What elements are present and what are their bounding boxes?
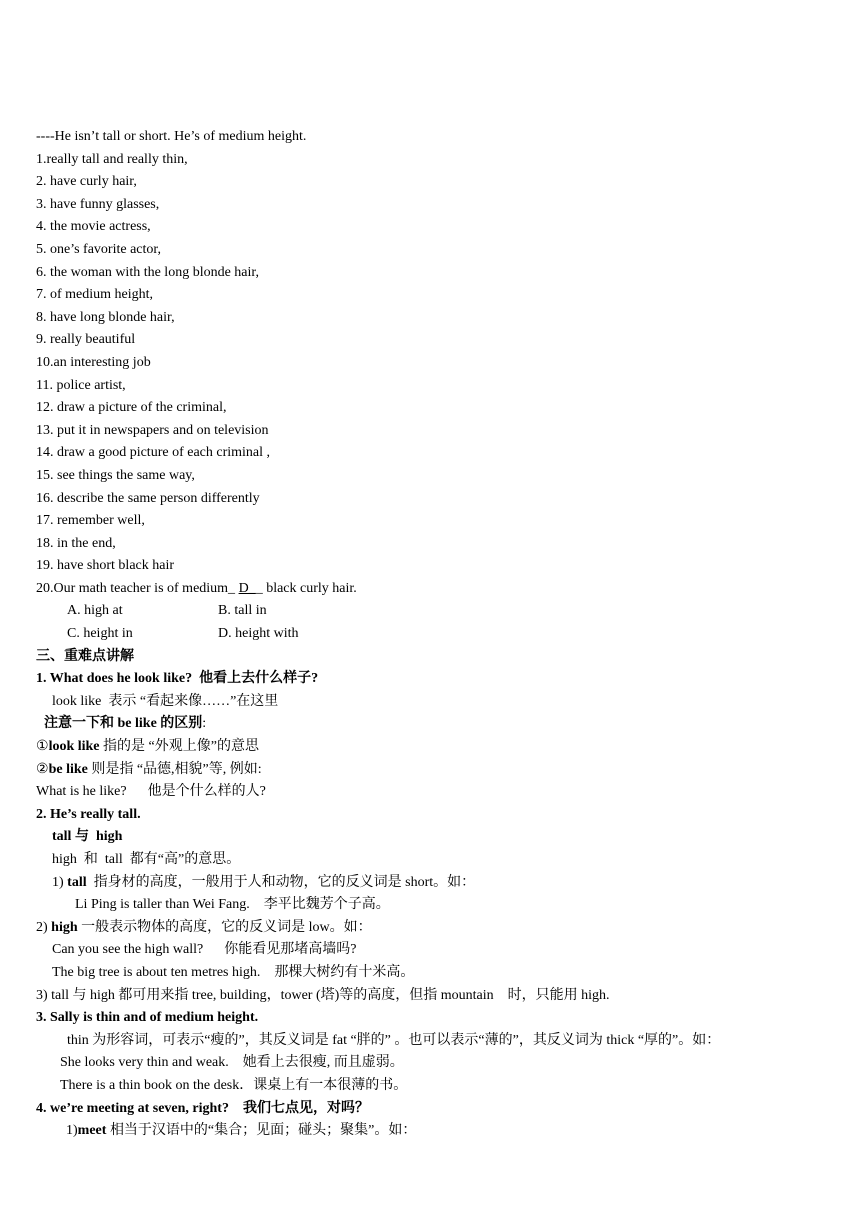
- question-20-suffix: _ black curly hair.: [255, 580, 357, 596]
- phrase-item-17: 17. remember well,: [36, 513, 145, 529]
- phrase-item-4: 4. the movie actress,: [36, 219, 151, 235]
- phrase-item-1: 1.really tall and really thin,: [36, 151, 188, 167]
- phrase-item-19: 19. have short black hair: [36, 558, 175, 574]
- circled-one-mark: ①: [36, 739, 49, 755]
- phrase-item-8: 8. have long blonde hair,: [36, 309, 175, 325]
- contrast-1-term: look like: [48, 739, 100, 755]
- phrase-item-13: 13. put it in newspapers and on television: [36, 422, 269, 438]
- point-1-line-1: look like 表示 “看起来像……”在这里: [52, 693, 279, 709]
- option-d: D. height with: [218, 626, 299, 642]
- point-3-line-3: There is a thin book on the desk．课桌上有一本很薄的书。: [60, 1077, 408, 1093]
- point-2-l2-term: tall: [67, 874, 87, 890]
- phrase-item-7: 7. of medium height,: [36, 287, 154, 303]
- point-2-subtitle: tall 与 high: [52, 829, 123, 845]
- point-2-line-5: Can you see the high wall? 你能看见那堵高墙吗?: [52, 942, 357, 958]
- point-1-contrast-1: [0, 736, 860, 759]
- phrase-item-10: 10.an interesting job: [36, 354, 151, 370]
- phrase-item-14: 14. draw a good picture of each criminal ,: [36, 445, 271, 461]
- point-3-line-2: She looks very thin and weak. 她看上去很瘦, 而且虚弱。: [60, 1055, 404, 1071]
- point-2-line-2: [0, 872, 860, 895]
- contrast-1-desc: 指的是 “外观上像”的意思: [99, 739, 259, 755]
- point-3-line-1: thin 为形容词，可表示“瘦的”，其反义词是 fat “胖的” 。也可以表示“薄的”，其反义词为 thick “厚的”。如：: [67, 1032, 721, 1048]
- contrast-2-desc: 则是指 “品德,相貌”等, 例如:: [87, 761, 262, 777]
- point-1-note-bold: 注意一下和 be like 的区别: [44, 716, 203, 732]
- point-4-l1-pre: 1): [66, 1123, 78, 1139]
- point-2-line-6: The big tree is about ten metres high. 那棵大树约有十米高。: [52, 964, 415, 980]
- contrast-2-term: be like: [48, 761, 88, 777]
- point-2-l4-term: high: [51, 919, 78, 935]
- section-heading: 三、重难点讲解: [36, 648, 134, 664]
- point-2-line-7: 3) tall 与 high 都可用来指 tree, building，tower (塔)等的高度，但指 mountain 时，只能用 high.: [36, 987, 610, 1003]
- point-1-example: What is he like? 他是个什么样的人?: [36, 784, 266, 800]
- phrase-item-9: 9. really beautiful: [36, 332, 136, 348]
- point-1-line-2: [0, 713, 860, 736]
- point-2-line-1: high 和 tall 都有“高”的意思。: [52, 852, 241, 867]
- phrase-item-16: 16. describe the same person differently: [36, 490, 260, 506]
- point-4-l1-term: meet: [77, 1123, 107, 1139]
- point-1-contrast-2: [0, 759, 860, 782]
- phrase-item-3: 3. have funny glasses,: [36, 196, 160, 212]
- point-2-line-3: Li Ping is taller than Wei Fang. 李平比魏芳个子高。: [75, 897, 390, 913]
- text-line: ----He isn’t tall or short. He’s of medium height.: [36, 129, 307, 144]
- point-3-title: 3. Sally is thin and of medium height.: [36, 1010, 259, 1026]
- phrase-item-5: 5. one’s favorite actor,: [36, 241, 162, 257]
- point-2-l2-desc: 指身材的高度，一般用于人和动物，它的反义词是 short。如：: [86, 874, 476, 890]
- point-4-line-1: [0, 1120, 860, 1143]
- phrase-item-6: 6. the woman with the long blonde hair,: [36, 264, 260, 280]
- document-page: [0, 126, 860, 1143]
- option-c: C. height in: [67, 626, 133, 642]
- point-1-note-rest: :: [202, 716, 207, 732]
- options-row-2: [0, 623, 860, 646]
- point-2-l2-pre: 1): [52, 874, 68, 890]
- phrase-item-18: 18. in the end,: [36, 535, 116, 551]
- point-2-title: 2. He’s really tall.: [36, 806, 141, 822]
- point-2-l4-desc: 一般表示物体的高度，它的反义词是 low。如：: [77, 919, 372, 935]
- point-2-line-4: [0, 917, 860, 940]
- circled-two-mark: ②: [36, 761, 49, 777]
- question-20-answer: D_: [238, 580, 256, 596]
- point-4-title: 4. we’re meeting at seven, right? 我们七点见，对吗？: [36, 1100, 369, 1116]
- phrase-item-11: 11. police artist,: [36, 377, 126, 393]
- option-a: A. high at: [67, 603, 123, 619]
- option-b: B. tall in: [218, 603, 267, 619]
- point-4-l1-desc: 相当于汉语中的“集合；见面；碰头；聚集”。如：: [106, 1123, 417, 1139]
- point-2-l4-pre: 2): [36, 919, 52, 935]
- question-20: [0, 578, 860, 601]
- options-row-1: [0, 600, 860, 623]
- phrase-item-12: 12. draw a picture of the criminal,: [36, 400, 227, 416]
- phrase-item-15: 15. see things the same way,: [36, 467, 195, 483]
- phrase-item-2: 2. have curly hair,: [36, 174, 137, 190]
- point-1-title: 1. What does he look like? 他看上去什么样子?: [36, 671, 319, 687]
- question-20-prefix: 20.Our math teacher is of medium_: [36, 580, 239, 596]
